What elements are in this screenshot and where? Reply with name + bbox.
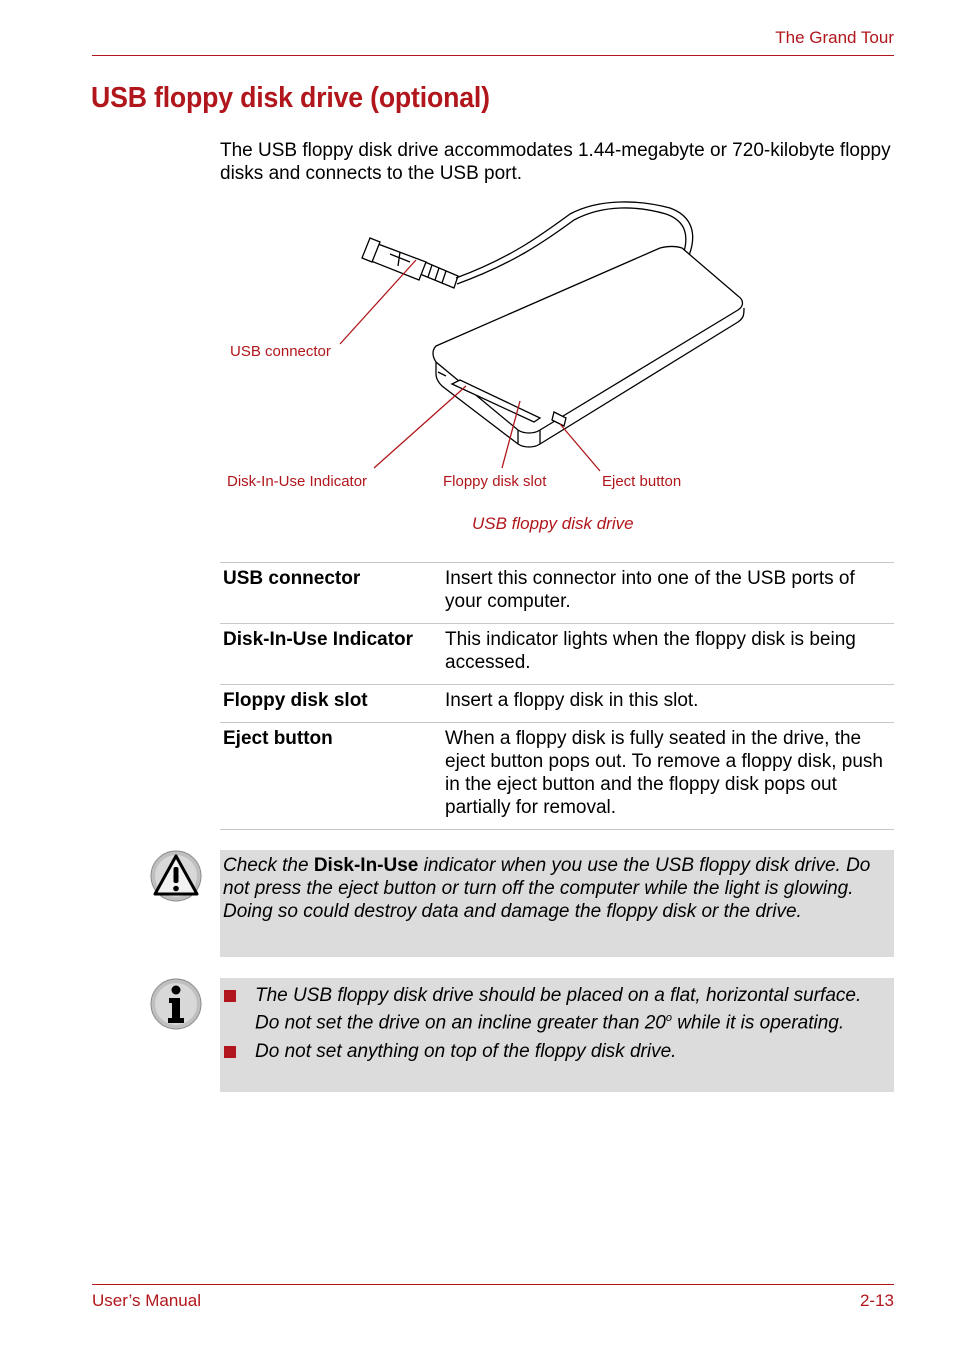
- list-item: [220, 984, 886, 1034]
- page-number: 2-13: [859, 1291, 894, 1310]
- list-item: [220, 1040, 886, 1063]
- info-item-text-end: while it is operating.: [672, 1012, 845, 1034]
- page-title: USB floppy disk drive (optional): [91, 82, 490, 114]
- table-row: [220, 723, 894, 830]
- running-header: The Grand Tour: [775, 28, 894, 47]
- eject-button-callout: Eject button: [602, 473, 682, 490]
- info-item-text: The USB floppy disk drive should be placed on a flat, horizontal surface. Do not set the drive on an incline greater than 20: [255, 985, 862, 1034]
- table-row: [220, 563, 894, 624]
- row-description: When a floppy disk is fully seated in the drive, the eject button pops out. To remove a floppy disk, push in the eject button and the floppy disk pops out partially for removal.: [443, 723, 894, 830]
- component-table: [220, 562, 894, 830]
- figure-caption: USB floppy disk drive: [472, 514, 634, 533]
- table-row: [220, 624, 894, 685]
- floppy-slot-callout: Floppy disk slot: [443, 473, 547, 490]
- caution-text-rest: indicator when you use the USB floppy disk drive. Do not press the eject button or turn off the computer while the light is glowing. Doing so could destroy data and damage the floppy disk or the drive.: [223, 855, 871, 922]
- footer-rule: [92, 1284, 894, 1285]
- row-description: This indicator lights when the floppy disk is being accessed.: [443, 624, 894, 685]
- row-term: Floppy disk slot: [220, 685, 443, 723]
- row-description: Insert a floppy disk in this slot.: [443, 685, 894, 723]
- caution-note: [220, 850, 894, 957]
- row-description: Insert this connector into one of the USB ports of your computer.: [443, 563, 894, 624]
- floppy-drive-figure: [220, 196, 894, 546]
- bullet-square-icon: [224, 1046, 236, 1058]
- caution-text-bold: Disk-In-Use: [313, 855, 419, 876]
- info-item-text: Do not set anything on top of the floppy disk drive.: [255, 1041, 677, 1063]
- disk-in-use-callout: Disk-In-Use Indicator: [227, 473, 368, 490]
- intro-paragraph: The USB floppy disk drive accommodates 1.44-megabyte or 720-kilobyte floppy disks and connects to the USB port.: [220, 140, 891, 184]
- warning-triangle-icon: [150, 850, 202, 902]
- caution-text: [223, 854, 886, 923]
- info-list: [220, 978, 894, 1063]
- info-note: [220, 978, 894, 1092]
- table-row: [220, 685, 894, 723]
- row-term: Disk-In-Use Indicator: [220, 624, 443, 685]
- caution-text-lead: Check the: [223, 855, 314, 876]
- degree-symbol: o: [665, 1012, 672, 1024]
- bullet-square-icon: [224, 990, 236, 1002]
- floppy-drive-illustration: [220, 196, 894, 546]
- usb-connector-callout: USB connector: [230, 343, 331, 360]
- footer-manual-title: User’s Manual: [92, 1291, 201, 1310]
- row-term: USB connector: [220, 563, 443, 624]
- header-rule: [92, 55, 894, 56]
- row-term: Eject button: [220, 723, 443, 830]
- info-icon: [150, 978, 202, 1030]
